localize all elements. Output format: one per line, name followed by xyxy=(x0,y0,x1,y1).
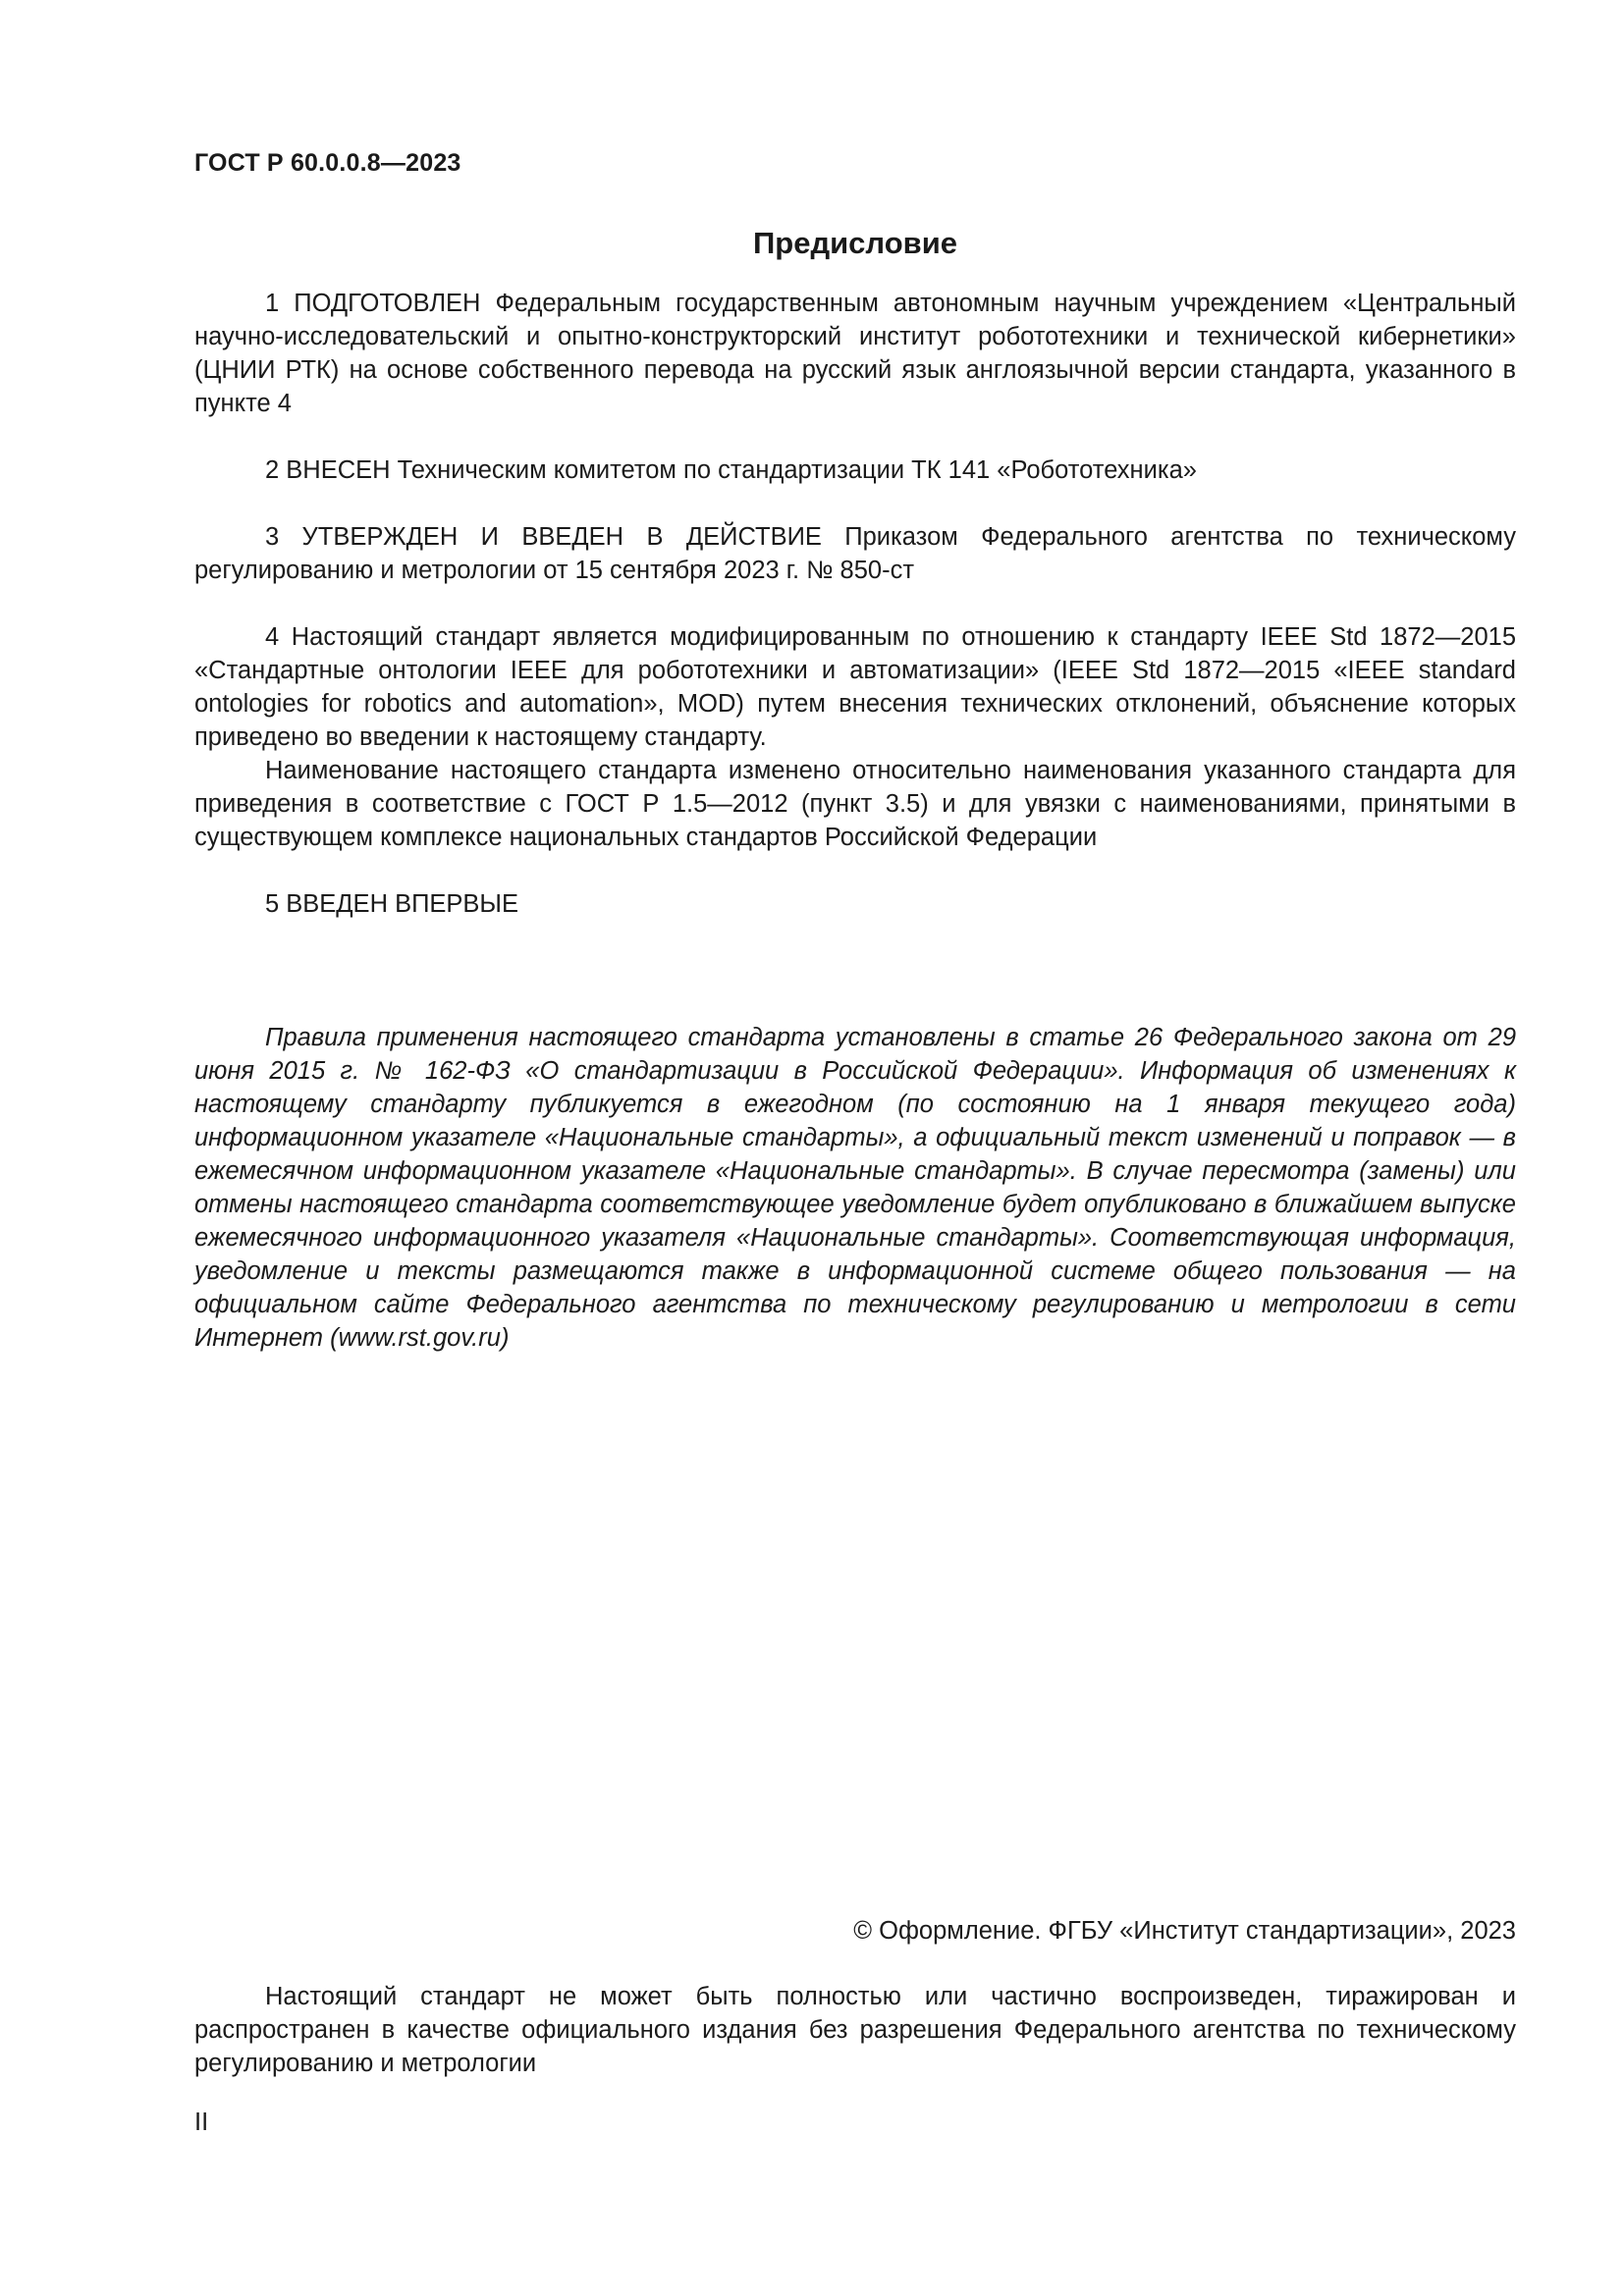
foreword-item-5: 5 ВВЕДЕН ВПЕРВЫЕ xyxy=(265,890,519,918)
foreword-body xyxy=(194,287,1516,1355)
foreword-item-4-extra: Наименование настоящего стандарта изменено относительно наименования указанного стандарта для приведения в соответствие с ГОСТ Р 1.5—2012 (пункт 3.5) и для увязки с наименованиями, принятыми в существующем комплексе национальных стандартов Российской Федерации xyxy=(194,757,1516,851)
rules-notice: Правила применения настоящего стандарта установлены в статье 26 Федерального закона от 29 июня 2015 г. № 162-ФЗ «О стандартизации в Российской Федерации». Информация об изменениях к настоящему стандарту публикуется в ежегодном (по состоянию на 1 января текущего года) информационном указателе «Национальные стандарты», а официальный текст изменений и поправок — в ежемесячном информационном указателе «Национальные стандарты». В случае пересмотра (замены) или отмены настоящего стандарта соответствующее уведомление будет опубликовано в ближайшем выпуске ежемесячного информационного указателя «Национальные стандарты». Соответствующая информация, уведомление и тексты размещаются также в информационной системе общего пользования — на официальном сайте Федерального агентства по техническому регулированию и метрологии в сети Интернет (www.rst.gov.ru) xyxy=(194,1024,1516,1352)
reproduction-notice-block xyxy=(194,1980,1516,2080)
page-number: II xyxy=(194,2109,209,2136)
document-code: ГОСТ Р 60.0.0.8—2023 xyxy=(194,149,461,177)
foreword-item-4: 4 Настоящий стандарт является модифицированным по отношению к стандарту IEEE Std 1872—2015 «Стандартные онтологии IEEE для робототехники и автоматизации» (IEEE Std 1872—2015 «IEEE standard ontologies for robotics and automation», MOD) путем внесения технических отклонений, объяснение которых приведено во введении к настоящему стандарту. xyxy=(194,623,1516,751)
reproduction-notice: Настоящий стандарт не может быть полностью или частично воспроизведен, тиражирован и распространен в качестве официального издания без разрешения Федерального агентства по техническому регулированию и метрологии xyxy=(194,1983,1516,2077)
foreword-item-3: 3 УТВЕРЖДЕН И ВВЕДЕН В ДЕЙСТВИЕ Приказом Федерального агентства по техническому регулированию и метрологии от 15 сентября 2023 г. № 850-ст xyxy=(194,523,1516,584)
page-title: Предисловие xyxy=(752,226,957,260)
foreword-item-2: 2 ВНЕСЕН Техническим комитетом по стандартизации ТК 141 «Робототехника» xyxy=(265,456,1197,484)
copyright-line: © Оформление. ФГБУ «Институт стандартизации», 2023 xyxy=(853,1917,1516,1945)
foreword-item-1: 1 ПОДГОТОВЛЕН Федеральным государственным автономным научным учреждением «Центральный научно-исследовательский и опытно-конструкторский институт робототехники и технической кибернетики» (ЦНИИ РТК) на основе собственного перевода на русский язык англоязычной версии стандарта, указанного в пункте 4 xyxy=(194,290,1516,417)
